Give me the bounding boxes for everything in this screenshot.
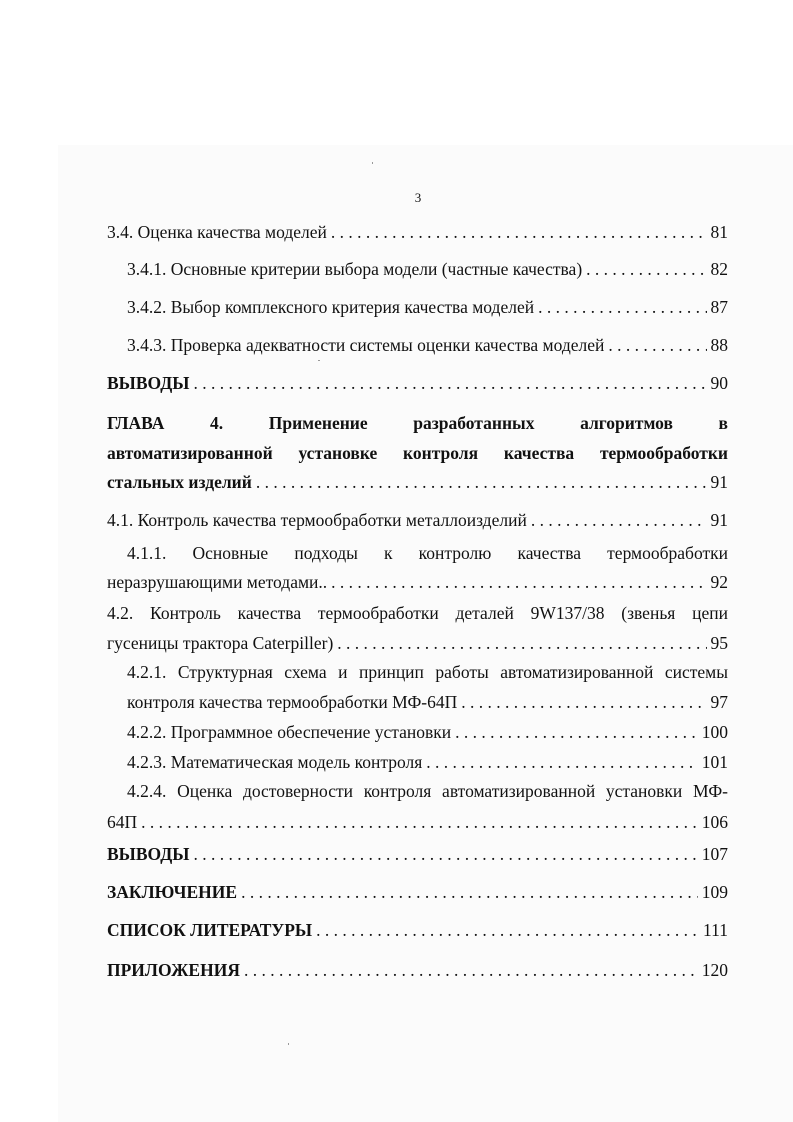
- toc-entry-page: 101: [701, 752, 728, 772]
- toc-entry-4-2-3: [127, 746, 728, 778]
- toc-entry-conclusions-3: [107, 367, 728, 399]
- toc-entry-title: контроля качества термообработки МФ-64П: [127, 692, 458, 712]
- toc-entry-page: 106: [701, 812, 728, 832]
- toc-entry-title: 4.2.3. Математическая модель контроля: [127, 752, 423, 772]
- dot-leader: [244, 954, 698, 986]
- toc-entry-chapter-4-line-1: ГЛАВА 4. Применение разработанных алгоритмов в: [107, 413, 728, 433]
- dot-leader: [461, 686, 706, 718]
- toc-entry-4-2-4-line-2: [107, 806, 728, 838]
- toc-entry-4-2-1-line-1: 4.2.1. Структурная схема и принцип работы автоматизированной системы: [127, 662, 728, 682]
- toc-entry-page: 81: [710, 222, 728, 242]
- toc-entry-title: 4.2.2. Программное обеспечение установки: [127, 722, 452, 742]
- dot-leader: [194, 838, 698, 870]
- toc-entry-page: 120: [701, 960, 728, 980]
- toc-entry-title: 3.4.1. Основные критерии выбора модели (частные качества): [127, 259, 583, 279]
- toc-entry-page: 111: [703, 920, 728, 940]
- dot-leader: [331, 216, 707, 248]
- toc-entry-page: 82: [710, 259, 728, 279]
- toc-entry-title: ВЫВОДЫ: [107, 373, 190, 393]
- toc-entry-3-4: [107, 216, 728, 248]
- dot-leader: [316, 914, 699, 946]
- toc-entry-page: 97: [710, 692, 728, 712]
- toc-entry-title: 3.4.2. Выбор комплексного критерия качества моделей: [127, 297, 535, 317]
- dot-leader: [538, 291, 706, 323]
- dot-leader: [241, 876, 698, 908]
- toc-entry-page: 95: [710, 633, 728, 653]
- toc-entry-4-2-line-1: 4.2. Контроль качества термообработки деталей 9W137/38 (звенья цепи: [107, 603, 728, 623]
- toc-entry-title: 64П: [107, 812, 138, 832]
- dot-leader: [141, 806, 698, 838]
- dot-leader: [455, 716, 698, 748]
- toc-entry-page: 92: [710, 572, 728, 592]
- toc-entry-chapter-4-line-3: [107, 466, 728, 498]
- toc-entry-page: 91: [710, 472, 728, 492]
- dot-leader: [256, 466, 707, 498]
- toc-entry-4-2-4-line-1: 4.2.4. Оценка достоверности контроля автоматизированной установки МФ-: [127, 781, 728, 801]
- toc-entry-4-1-1-line-1: 4.1.1. Основные подходы к контролю качества термообработки: [127, 543, 728, 563]
- toc-entry-page: 87: [710, 297, 728, 317]
- toc-entry-4-2-1-line-2: [127, 686, 728, 718]
- toc-entry-4-1-1-line-2: [107, 566, 728, 598]
- toc-entry-appendices: [107, 954, 728, 986]
- scan-speck: [372, 162, 373, 164]
- toc-entry-4-2-line-2: [107, 627, 728, 659]
- toc-entry-3-4-1: [127, 253, 728, 285]
- toc-entry-title: 4.1. Контроль качества термообработки металлоизделий: [107, 510, 527, 530]
- toc-entry-title: 3.4. Оценка качества моделей: [107, 222, 327, 242]
- page-number: 3: [414, 190, 422, 205]
- dot-leader: [337, 627, 706, 659]
- toc-entry-4-1: [107, 504, 728, 536]
- toc-entry-4-2-2: [127, 716, 728, 748]
- toc-entry-title: неразрушающими методами..: [107, 572, 328, 592]
- toc-entry-3-4-2: [127, 291, 728, 323]
- toc-entry-title: ВЫВОДЫ: [107, 844, 190, 864]
- toc-entry-page: 107: [701, 844, 728, 864]
- toc-entry-page: 90: [710, 373, 728, 393]
- toc-entry-conclusions-4: [107, 838, 728, 870]
- dot-leader: [608, 329, 706, 361]
- toc-entry-title: ПРИЛОЖЕНИЯ: [107, 960, 240, 980]
- toc-entry-3-4-3: [127, 329, 728, 361]
- dot-leader: [426, 746, 698, 778]
- dot-leader: [194, 367, 707, 399]
- toc-entry-page: 88: [710, 335, 728, 355]
- toc-entry-title: СПИСОК ЛИТЕРАТУРЫ: [107, 920, 313, 940]
- toc-entry-chapter-4-line-2: автоматизированной установке контроля качества термообработки: [107, 443, 728, 463]
- toc-entry-page: 100: [701, 722, 728, 742]
- toc-entry-title: гусеницы трактора Caterpiller): [107, 633, 334, 653]
- dot-leader: [586, 253, 706, 285]
- dot-leader: [331, 566, 706, 598]
- scan-speck: [288, 1043, 289, 1045]
- toc-entry-title: ЗАКЛЮЧЕНИЕ: [107, 882, 238, 902]
- toc-entry-references: [107, 914, 728, 946]
- dot-leader: [531, 504, 707, 536]
- toc-entry-title: 3.4.3. Проверка адекватности системы оценки качества моделей: [127, 335, 605, 355]
- toc-entry-page: 109: [701, 882, 728, 902]
- toc-entry-title: стальных изделий: [107, 472, 252, 492]
- toc-entry-page: 91: [710, 510, 728, 530]
- toc-entry-final-conclusion: [107, 876, 728, 908]
